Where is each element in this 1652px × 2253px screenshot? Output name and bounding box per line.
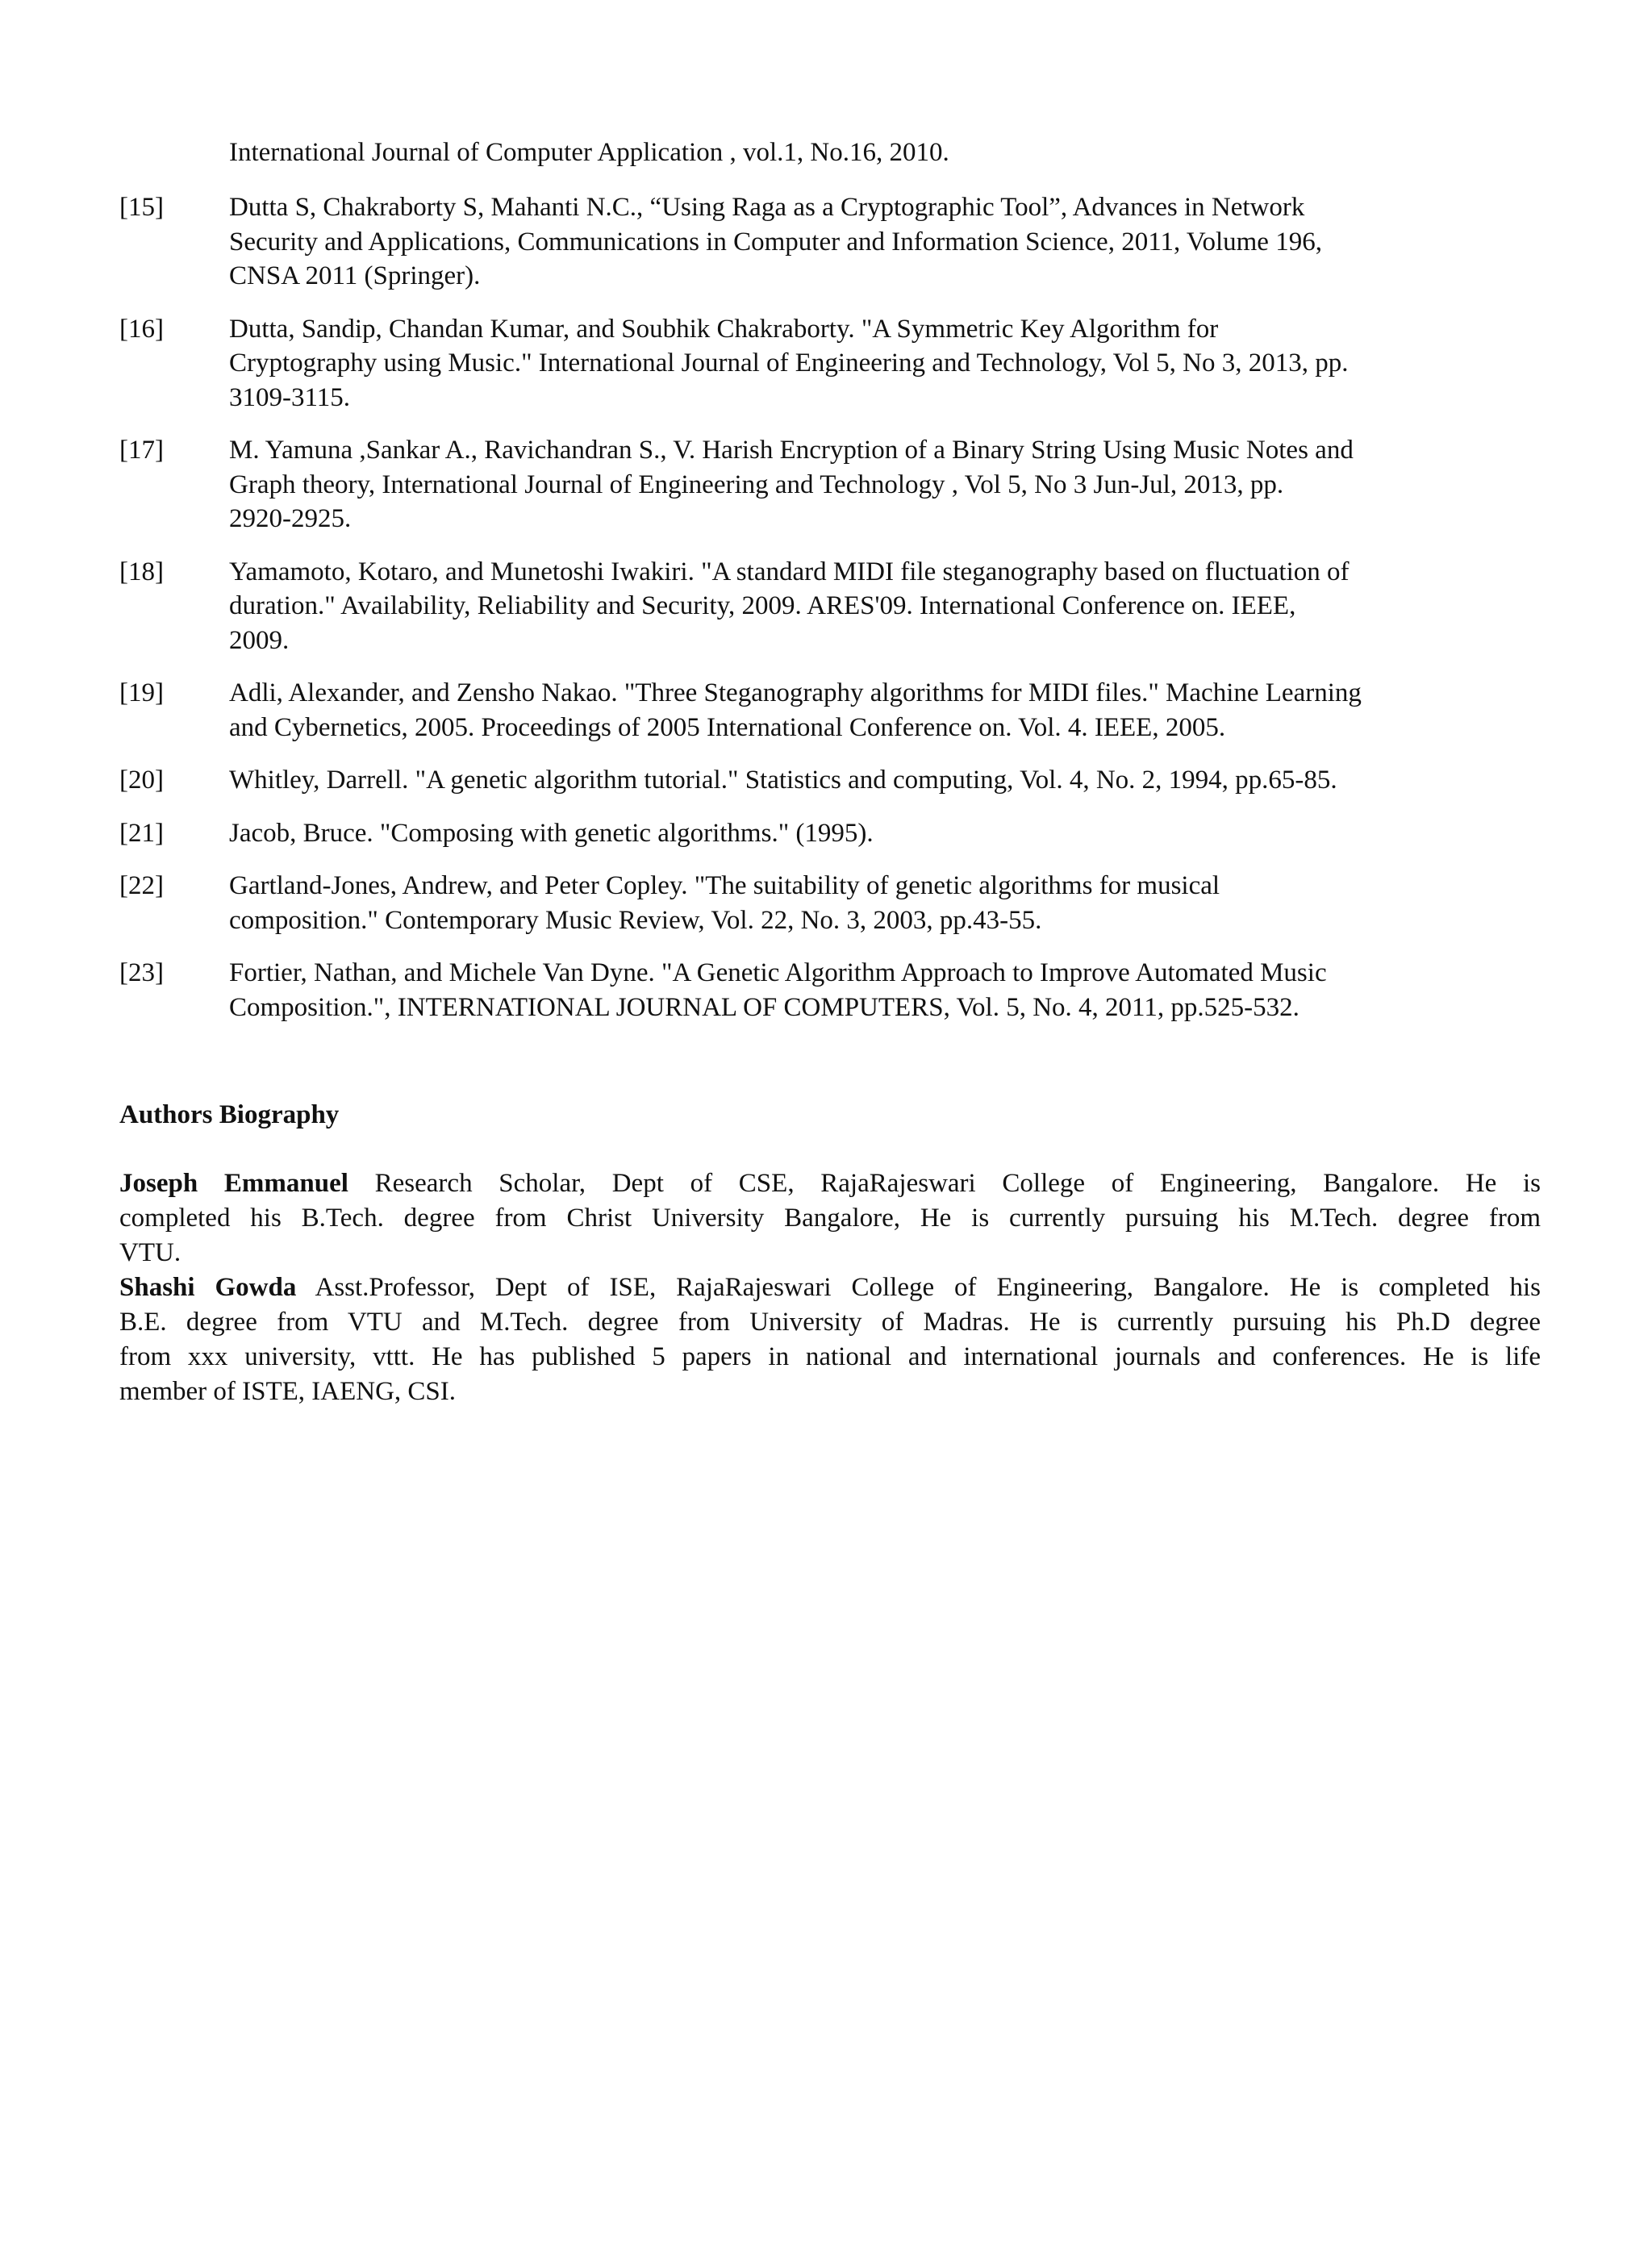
reference-entry-15 xyxy=(119,190,1539,294)
reference-text-line: M. Yamuna ,Sankar A., Ravichandran S., V. Harish Encryption of a Binary String Using Music Notes and xyxy=(229,436,1354,465)
reference-number: [15] xyxy=(119,193,164,222)
reference-number: [23] xyxy=(119,958,164,987)
reference-entry-16 xyxy=(119,312,1539,415)
reference-text-line: Gartland-Jones, Andrew, and Peter Copley. "The suitability of genetic algorithms for musical xyxy=(229,871,1220,900)
reference-number: [17] xyxy=(119,436,164,465)
reference-number: [16] xyxy=(119,314,164,344)
reference-entry-18 xyxy=(119,555,1539,658)
biography-line: member of ISTE, IAENG, CSI. xyxy=(119,1377,457,1406)
biography-text: Research Scholar, Dept of CSE, RajaRajeswari College of Engineering, Bangalore. He is xyxy=(374,1169,1541,1198)
biography-line xyxy=(119,1166,1541,1201)
reference-text-line: duration." Availability, Reliability and Security, 2009. ARES'09. International Conference on. IEEE, xyxy=(229,591,1296,620)
reference-text-line: composition." Contemporary Music Review, Vol. 22, No. 3, 2003, pp.43-55. xyxy=(229,905,1042,935)
reference-text-line: Yamamoto, Kotaro, and Munetoshi Iwakiri. "A standard MIDI file steganography based on fluctuation of xyxy=(229,557,1350,586)
reference-continuation: International Journal of Computer Application , vol.1, No.16, 2010. xyxy=(229,138,949,167)
reference-text-line: Cryptography using Music." International Journal of Engineering and Technology, Vol 5, No 3, 2013, pp. xyxy=(229,348,1349,378)
reference-number: [18] xyxy=(119,557,164,586)
reference-entry-23 xyxy=(119,956,1539,1024)
reference-text-line: Fortier, Nathan, and Michele Van Dyne. "A Genetic Algorithm Approach to Improve Automated Music xyxy=(229,958,1327,987)
reference-text-line: Dutta, Sandip, Chandan Kumar, and Soubhik Chakraborty. "A Symmetric Key Algorithm for xyxy=(229,314,1219,344)
biography-line: from xxx university, vttt. He has published 5 papers in national and international journals and conferences. He is life xyxy=(119,1342,1541,1371)
biography-line: VTU. xyxy=(119,1238,181,1267)
author-name: Joseph Emmanuel xyxy=(119,1169,348,1198)
reference-number: [21] xyxy=(119,818,164,848)
biography-text: Asst.Professor, Dept of ISE, RajaRajeswari College of Engineering, Bangalore. He is completed his xyxy=(315,1273,1541,1302)
reference-text-line: 2009. xyxy=(229,625,290,655)
reference-text-line: Graph theory, International Journal of Engineering and Technology , Vol 5, No 3 Jun-Jul, 2013, pp. xyxy=(229,469,1284,499)
reference-list xyxy=(119,190,1539,1043)
reference-text-line: 3109-3115. xyxy=(229,382,351,412)
author-biography-1 xyxy=(119,1166,1541,1270)
biography-line: B.E. degree from VTU and M.Tech. degree from University of Madras. He is currently pursuing his Ph.D degree xyxy=(119,1308,1541,1337)
reference-text-line: 2920-2925. xyxy=(229,504,352,533)
reference-entry-21 xyxy=(119,816,1539,851)
reference-text-line: Whitley, Darrell. "A genetic algorithm tutorial." Statistics and computing, Vol. 4, No. 2, 1994, pp.65-85. xyxy=(229,766,1337,795)
author-name: Shashi Gowda xyxy=(119,1273,297,1302)
reference-entry-17 xyxy=(119,433,1539,536)
biography-line xyxy=(119,1270,1541,1305)
biography-line: completed his B.Tech. degree from Christ University Bangalore, He is currently pursuing his M.Tech. degree from xyxy=(119,1204,1541,1233)
reference-text-line: Jacob, Bruce. "Composing with genetic algorithms." (1995). xyxy=(229,818,874,848)
reference-text-line: Composition.", INTERNATIONAL JOURNAL OF COMPUTERS, Vol. 5, No. 4, 2011, pp.525-532. xyxy=(229,992,1299,1022)
reference-text-line: CNSA 2011 (Springer). xyxy=(229,261,481,290)
reference-number: [22] xyxy=(119,871,164,900)
reference-entry-22 xyxy=(119,869,1539,937)
reference-number: [19] xyxy=(119,678,164,707)
reference-text-line: Security and Applications, Communications in Computer and Information Science, 2011, Volume 196, xyxy=(229,227,1322,257)
author-biography-2 xyxy=(119,1270,1541,1409)
reference-text-line: Dutta S, Chakraborty S, Mahanti N.C., “Using Raga as a Cryptographic Tool”, Advances in Network xyxy=(229,193,1305,222)
reference-text-line: and Cybernetics, 2005. Proceedings of 2005 International Conference on. Vol. 4. IEEE, 2005. xyxy=(229,712,1226,742)
reference-entry-20 xyxy=(119,763,1539,798)
reference-text-line: Adli, Alexander, and Zensho Nakao. "Three Steganography algorithms for MIDI files." Machine Learning xyxy=(229,678,1362,707)
reference-number: [20] xyxy=(119,766,164,795)
reference-entry-19 xyxy=(119,676,1539,745)
authors-biography-heading: Authors Biography xyxy=(119,1100,340,1129)
